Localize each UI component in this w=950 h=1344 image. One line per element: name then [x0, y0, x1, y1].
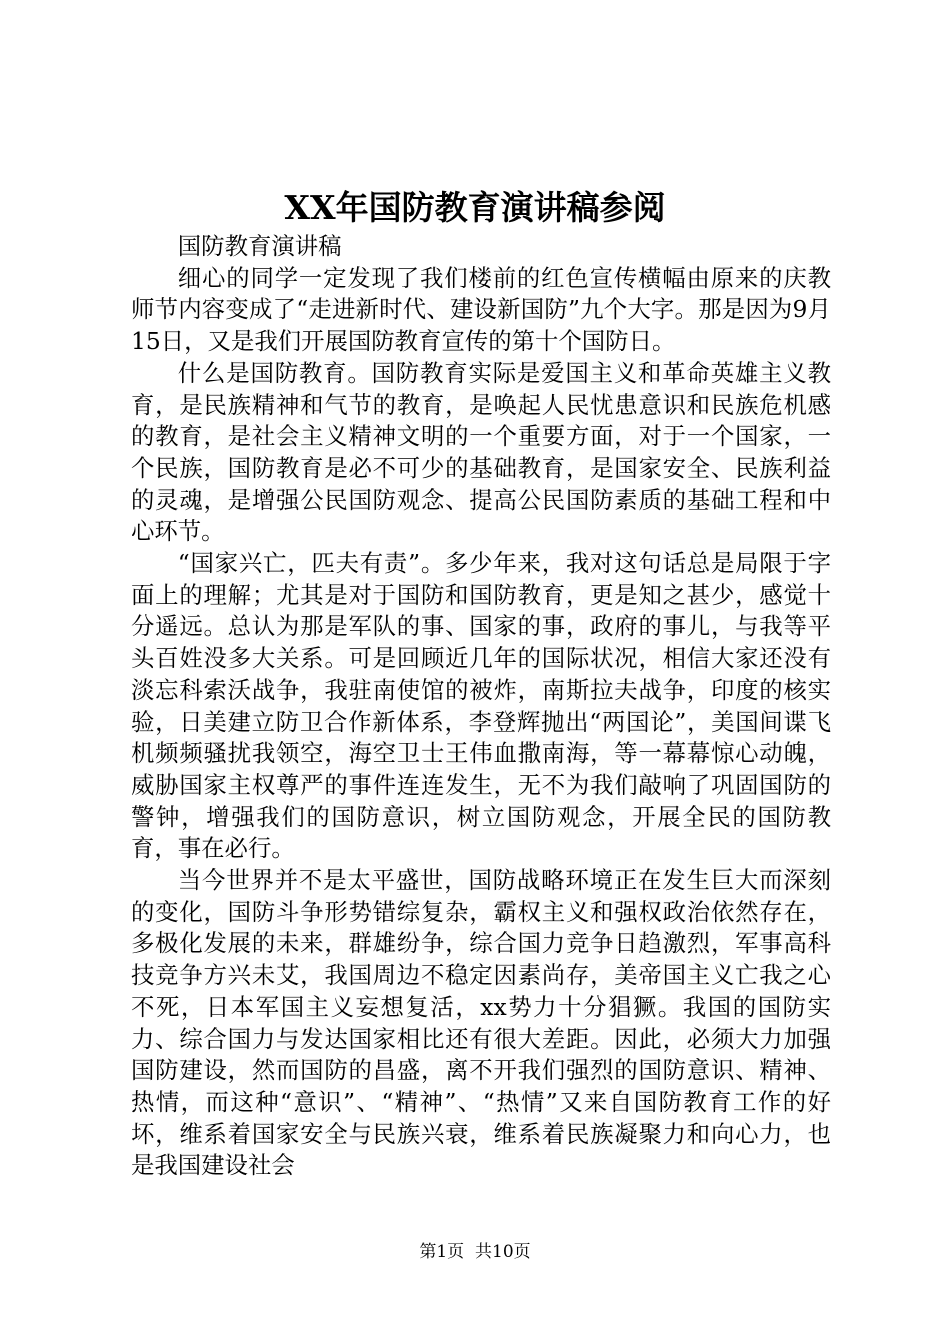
- page-number-current: 第1页: [419, 1242, 465, 1262]
- body-paragraph-1: 细心的同学一定发现了我们楼前的红色宣传横幅由原来的庆教师节内容变成了“走进新时代、建设新国防”九个大字。那是因为9月15日，又是我们开展国防教育宣传的第十个国防日。: [131, 263, 831, 356]
- footer-spacer: [464, 1242, 475, 1262]
- body-paragraph-4: 当今世界并不是太平盛世，国防战略环境正在发生巨大而深刻的变化，国防斗争形势错综复杂，霸权主义和强权政治依然存在，多极化发展的未来，群雄纷争，综合国力竞争日趋激烈，军事高科技竞争方兴未艾，我国周边不稳定因素尚存，美帝国主义亡我之心不死，日本军国主义妄想复活，xx势力十分猖獗。我国的国防实力、综合国力与发达国家相比还有很大差距。因此，必须大力加强国防建设，然而国防的昌盛，离不开我们强烈的国防意识、精神、热情，而这种“意识”、“精神”、“热情”又来自国防教育工作的好坏，维系着国家安全与民族兴衰，维系着民族凝聚力和向心力，也是我国建设社会: [131, 866, 831, 1180]
- body-paragraph-2: 什么是国防教育。国防教育实际是爱国主义和革命英雄主义教育，是民族精神和气节的教育，是唤起人民忧患意识和民族危机感的教育，是社会主义精神文明的一个重要方面，对于一个国家，一个民族，国防教育是必不可少的基础教育，是国家安全、民族利益的灵魂，是增强公民国防观念、提高公民国防素质的基础工程和中心环节。: [131, 358, 831, 546]
- body-paragraph-3: “国家兴亡，匹夫有责”。多少年来，我对这句话总是局限于字面上的理解；尤其是对于国防和国防教育，更是知之甚少，感觉十分遥远。总认为那是军队的事、国家的事，政府的事儿，与我等平头百姓没多大关系。可是回顾近几年的国际状况，相信大家还没有淡忘科索沃战争，我驻南使馆的被炸，南斯拉夫战争，印度的核实验，日美建立防卫合作新体系，李登辉抛出“两国论”，美国间谍飞机频频骚扰我领空，海空卫士王伟血撒南海，等一幕幕惊心动魄，威胁国家主权尊严的事件连连发生，无不为我们敲响了巩固国防的警钟，增强我们的国防意识，树立国防观念，开展全民的国防教育，事在必行。: [131, 549, 831, 863]
- document-body: [131, 231, 831, 1182]
- page-number-total: 共10页: [475, 1242, 531, 1262]
- page-footer: [0, 1240, 950, 1264]
- document-title: XX年国防教育演讲稿参阅: [284, 188, 666, 227]
- subtitle-paragraph: 国防教育演讲稿: [177, 232, 342, 260]
